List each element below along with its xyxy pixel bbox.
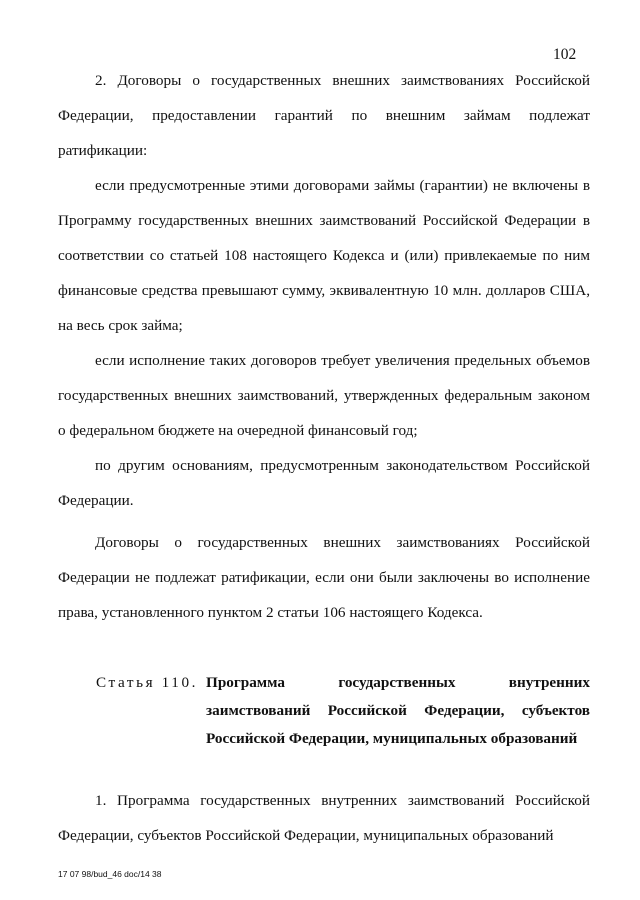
article-label: Статья 110. [96,674,199,691]
paragraph-exemption: Договоры о государственных внешних заимствованиях Российской Федерации не подлежат ратификации, если они были заключены во исполнение права, установленного пунктом 2 статьи 106 настоящего Кодекса. [58,534,590,621]
paragraph-ratification: 2. Договоры о государственных внешних заимствованиях Российской Федерации, предоставлении гарантий по внешним займам подлежат ратификации: [58,72,590,159]
paragraph-limits: если исполнение таких договоров требует увеличения предельных объемов государственных внешних заимствований, утвержденных федеральным законом о федеральном бюджете на очередной финансовый год; [58,352,590,439]
paragraph-other-grounds: по другим основаниям, предусмотренным законодательством Российской Федерации. [58,457,590,509]
article-title: Программа государственных внутренних заимствований Российской Федерации, субъектов Российской Федерации, муниципальных образований [206,674,590,747]
page-number: 102 [553,46,577,63]
paragraph-not-included: если предусмотренные этими договорами займы (гарантии) не включены в Программу государственных внешних заимствований Российской Федерации в соответствии со статьей 108 настоящего Кодекса и (или) привлекаемые по ним финансовые средства превышают сумму, эквивалентную 10 млн. долларов США, на весь срок займа; [58,177,590,334]
footer-file-reference: 17 07 98/bud_46 doc/14 38 [58,869,162,879]
paragraph-internal-borrowing: 1. Программа государственных внутренних заимствований Российской Федерации, субъектов Российской Федерации, муниципальных образований [58,792,590,844]
